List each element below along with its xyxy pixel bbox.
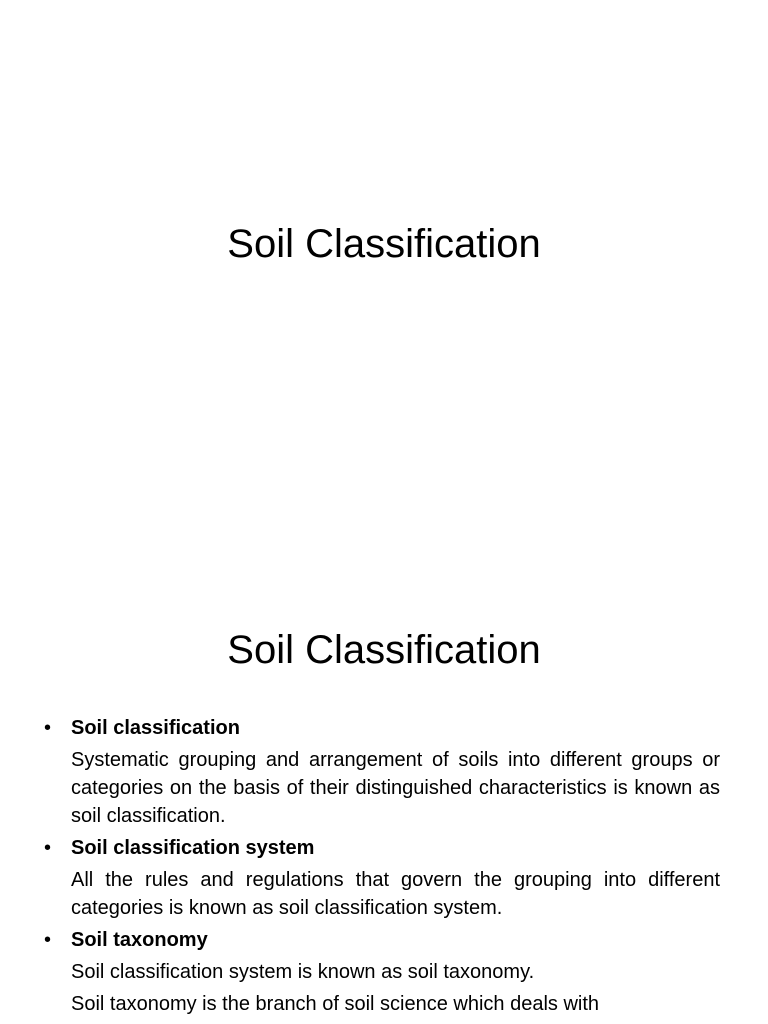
- list-item: [44, 926, 720, 1018]
- item-heading: Soil classification system: [71, 837, 315, 859]
- bullet-list: [44, 714, 720, 1022]
- list-item: [44, 714, 720, 830]
- list-item: [44, 834, 720, 922]
- item-paragraph: Systematic grouping and arrangement of soils into different groups or categories on the basis of their distinguished characteristics is known as soil classification.: [71, 749, 720, 827]
- content-slide: [0, 576, 768, 1024]
- item-paragraph: Soil taxonomy is the branch of soil science which deals with: [71, 993, 600, 1015]
- item-heading: Soil classification: [71, 717, 240, 739]
- title-slide-heading: Soil Classification: [227, 222, 541, 266]
- bullet-marker: •: [44, 837, 52, 859]
- item-paragraph: All the rules and regulations that govern the grouping into different categories is known as soil classification system.: [71, 869, 720, 919]
- item-paragraph: Soil classification system is known as soil taxonomy.: [71, 961, 535, 983]
- bullet-marker: •: [44, 929, 52, 951]
- content-slide-heading: Soil Classification: [227, 628, 541, 672]
- item-heading: Soil taxonomy: [71, 929, 208, 951]
- bullet-marker: •: [44, 717, 52, 739]
